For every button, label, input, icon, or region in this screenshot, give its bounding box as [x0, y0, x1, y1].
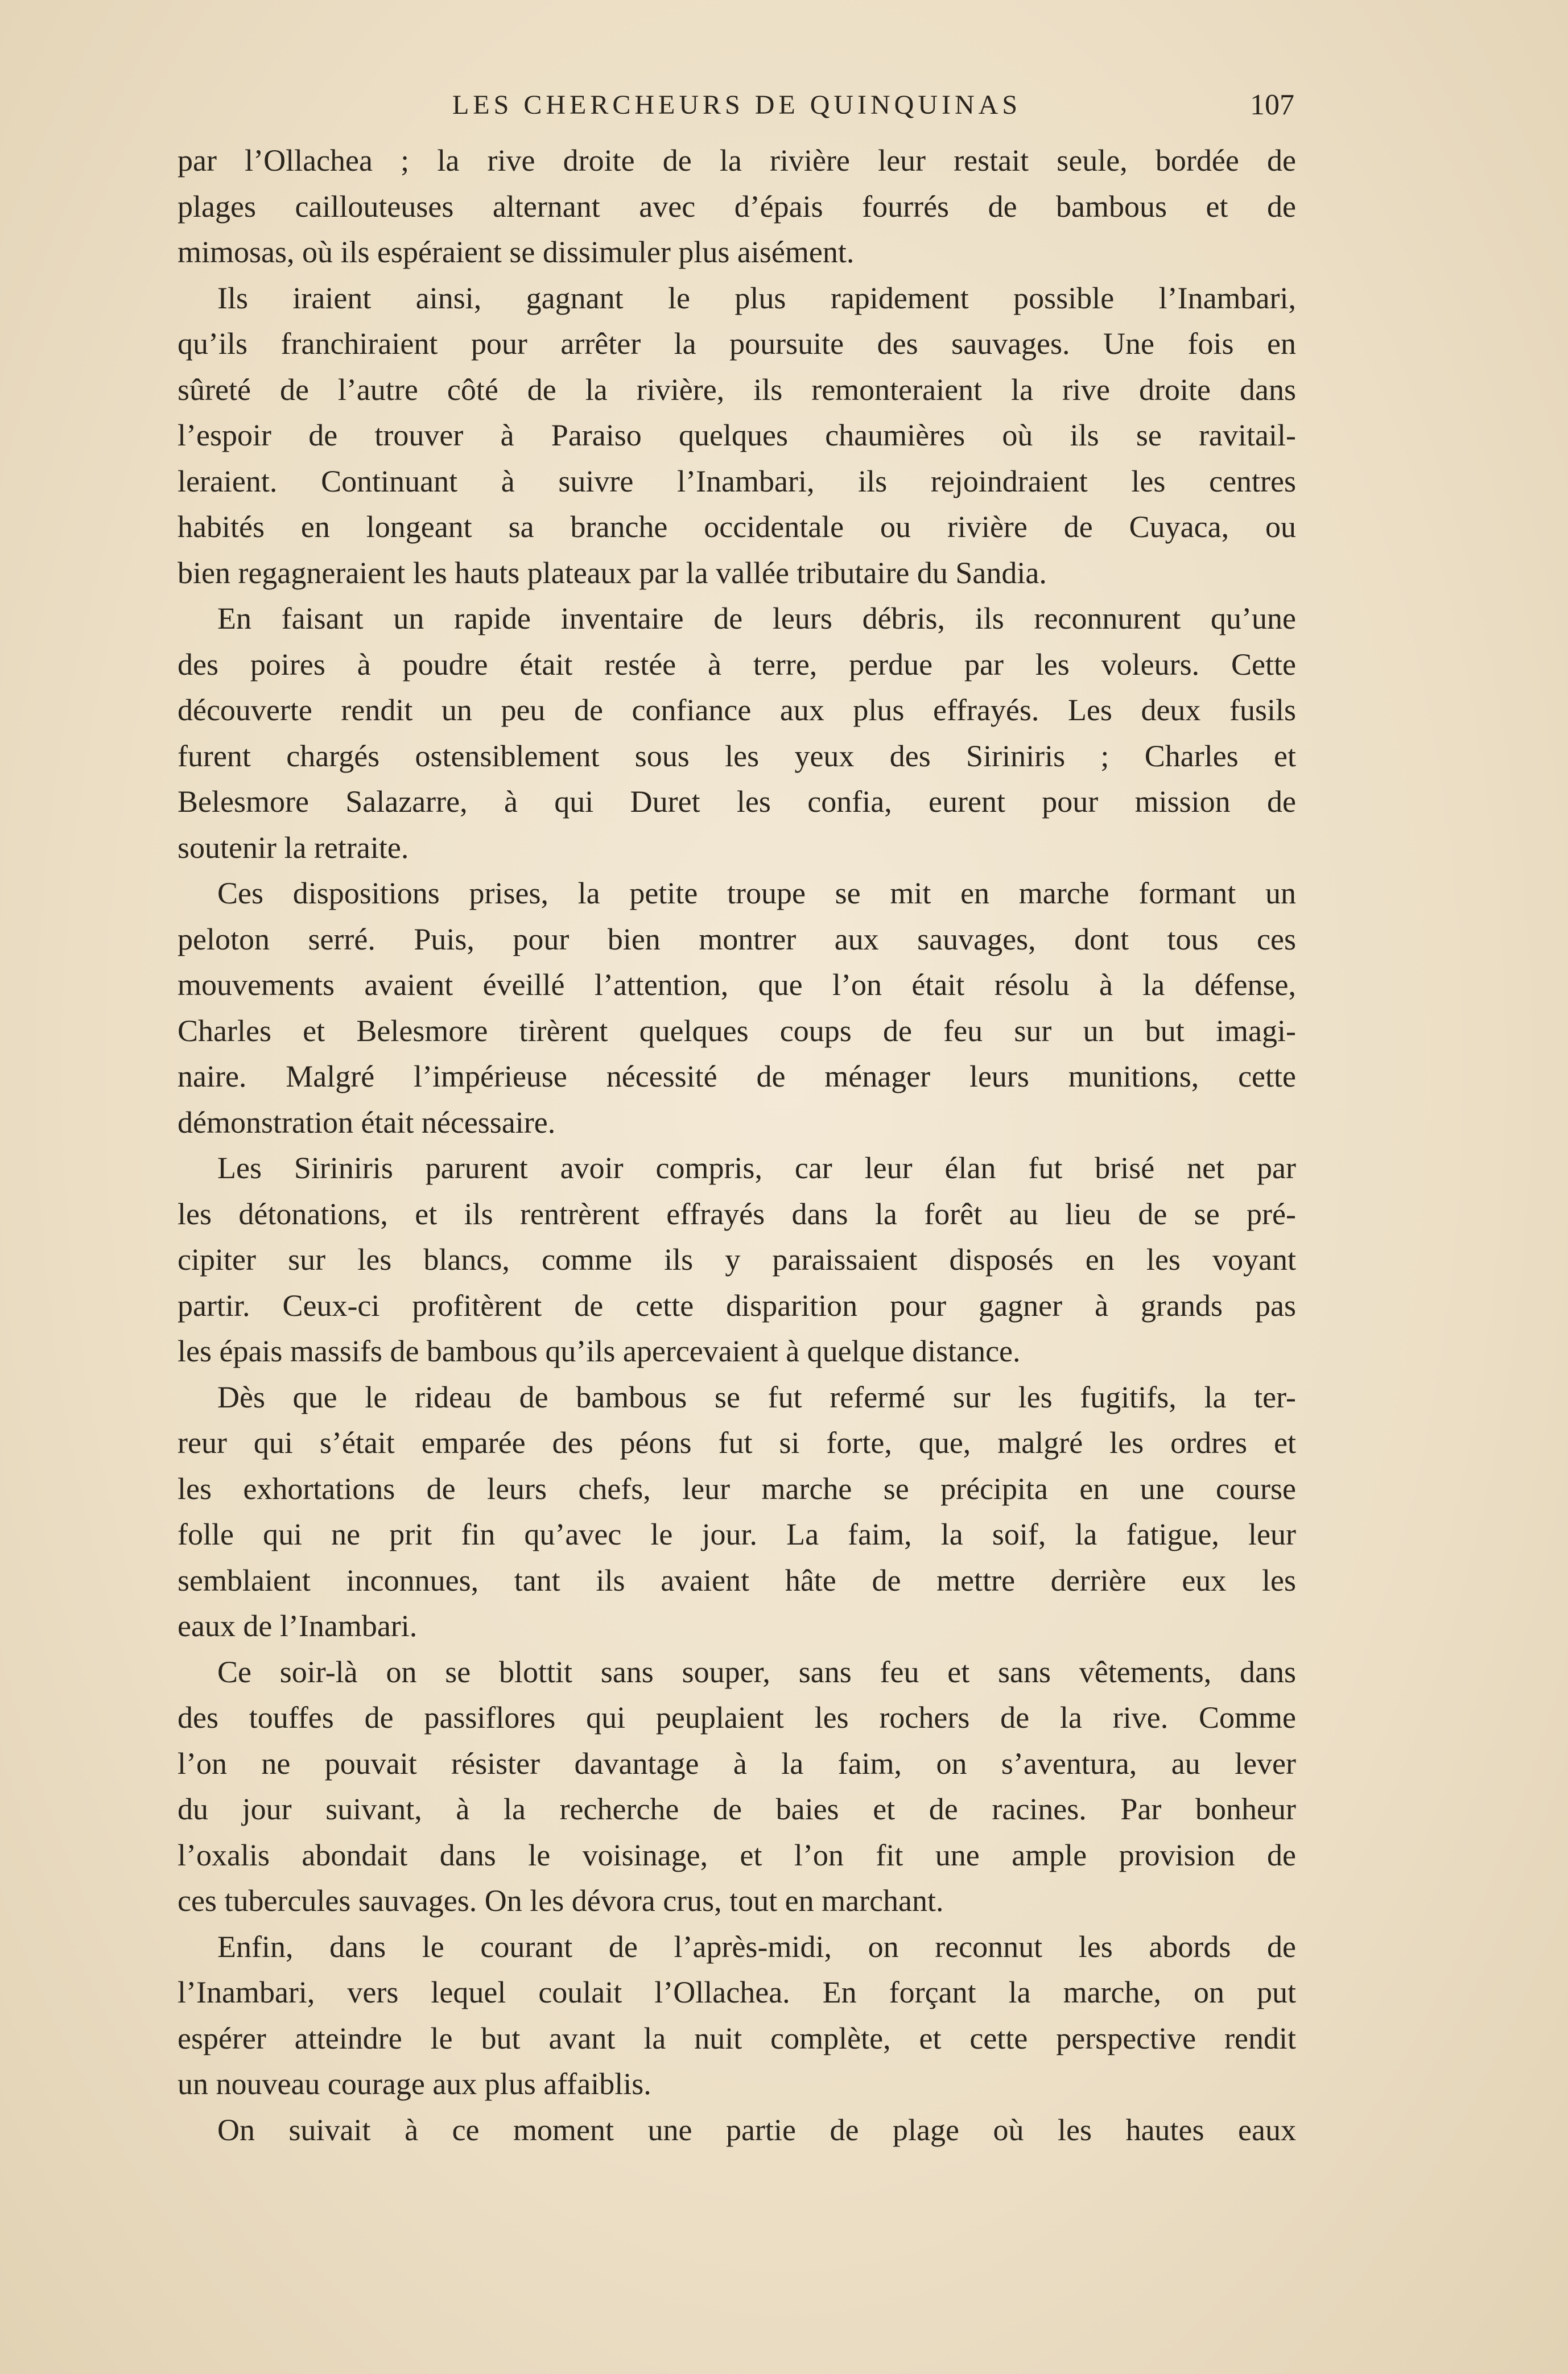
text-line: qu’ils franchiraient pour arrêter la poursuite des sauvages. Une fois en [178, 327, 1296, 361]
text-line: En faisant un rapide inventaire de leurs débris, ils reconnurent qu’une [217, 601, 1296, 635]
text-line: Enfin, dans le courant de l’après-midi, on reconnut les abords de [217, 1929, 1296, 1964]
text-line: du jour suivant, à la recherche de baies et de racines. Par bonheur [178, 1792, 1296, 1826]
text-line: les détonations, et ils rentrèrent effrayés dans la forêt au lieu de se pré- [178, 1196, 1296, 1231]
text-line: folle qui ne prit fin qu’avec le jour. La faim, la soif, la fatigue, leur [178, 1517, 1296, 1551]
text-line: l’Inambari, vers lequel coulait l’Ollachea. En forçant la marche, on put [178, 1975, 1296, 2009]
text-line: bien regagneraient les hauts plateaux par la vallée tributaire du Sandia. [178, 555, 1047, 590]
text-line: reur qui s’était emparée des péons fut si forte, que, malgré les ordres et [178, 1426, 1296, 1460]
text-line: Ce soir-là on se blottit sans souper, sans feu et sans vêtements, dans [217, 1654, 1296, 1689]
text-line: les exhortations de leurs chefs, leur marche se précipita en une course [178, 1471, 1296, 1506]
text-line: peloton serré. Puis, pour bien montrer aux sauvages, dont tous ces [178, 922, 1296, 956]
text-line: Dès que le rideau de bambous se fut refermé sur les fugitifs, la ter- [217, 1380, 1296, 1414]
text-line: ces tubercules sauvages. On les dévora crus, tout en marchant. [178, 1884, 944, 1918]
text-line: des touffes de passiflores qui peuplaient les rochers de la rive. Comme [178, 1700, 1296, 1735]
text-line: Ces dispositions prises, la petite troupe se mit en marche formant un [217, 876, 1296, 910]
text-line: des poires à poudre était restée à terre, perdue par les voleurs. Cette [178, 647, 1296, 682]
text-line: les épais massifs de bambous qu’ils apercevaient à quelque distance. [178, 1334, 1021, 1368]
text-line: mimosas, où ils espéraient se dissimuler plus aisément. [178, 235, 855, 269]
text-line: cipiter sur les blancs, comme ils y paraissaient disposés en les voyant [178, 1242, 1296, 1277]
text-line: plages caillouteuses alternant avec d’épais fourrés de bambous et de [178, 189, 1296, 224]
page-number: 107 [1250, 89, 1294, 121]
text-line: partir. Ceux-ci profitèrent de cette disparition pour gagner à grands pas [178, 1288, 1296, 1323]
text-line: semblaient inconnues, tant ils avaient hâte de mettre derrière eux les [178, 1563, 1296, 1597]
text-line: l’on ne pouvait résister davantage à la faim, on s’aventura, au lever [178, 1746, 1296, 1781]
text-line: eaux de l’Inambari. [178, 1609, 418, 1643]
text-line: soutenir la retraite. [178, 830, 409, 865]
text-line: Charles et Belesmore tirèrent quelques coups de feu sur un but imagi- [178, 1013, 1296, 1048]
text-line: On suivait à ce moment une partie de plage où les hautes eaux [217, 2112, 1296, 2147]
body-text [178, 138, 1296, 2153]
page-header [179, 82, 1294, 128]
text-line: mouvements avaient éveillé l’attention, que l’on était résolu à la défense, [178, 968, 1296, 1002]
text-line: naire. Malgré l’impérieuse nécessité de ménager leurs munitions, cette [178, 1059, 1296, 1093]
text-line: furent chargés ostensiblement sous les yeux des Siriniris ; Charles et [178, 738, 1296, 773]
text-line: par l’Ollachea ; la rive droite de la rivière leur restait seule, bordée de [178, 143, 1296, 177]
text-line: Ils iraient ainsi, gagnant le plus rapidement possible l’Inambari, [217, 280, 1296, 315]
text-line: démonstration était nécessaire. [178, 1105, 556, 1139]
text-line: l’espoir de trouver à Paraiso quelques chaumières où ils se ravitail- [178, 418, 1296, 452]
text-line: sûreté de l’autre côté de la rivière, ils remonteraient la rive droite dans [178, 372, 1296, 407]
text-line: espérer atteindre le but avant la nuit complète, et cette perspective rendit [178, 2021, 1296, 2055]
text-line: Les Siriniris parurent avoir compris, car leur élan fut brisé net par [217, 1151, 1296, 1185]
text-line: l’oxalis abondait dans le voisinage, et l’on fit une ample provision de [178, 1838, 1296, 1872]
text-line: Belesmore Salazarre, à qui Duret les confia, eurent pour mission de [178, 785, 1296, 819]
text-line: habités en longeant sa branche occidentale ou rivière de Cuyaca, ou [178, 510, 1296, 544]
running-title: LES CHERCHEURS DE QUINQUINAS [452, 90, 1022, 120]
text-line: un nouveau courage aux plus affaiblis. [178, 2067, 651, 2101]
text-line: leraient. Continuant à suivre l’Inambari, ils rejoindraient les centres [178, 464, 1296, 498]
text-line: découverte rendit un peu de confiance aux plus effrayés. Les deux fusils [178, 693, 1296, 727]
